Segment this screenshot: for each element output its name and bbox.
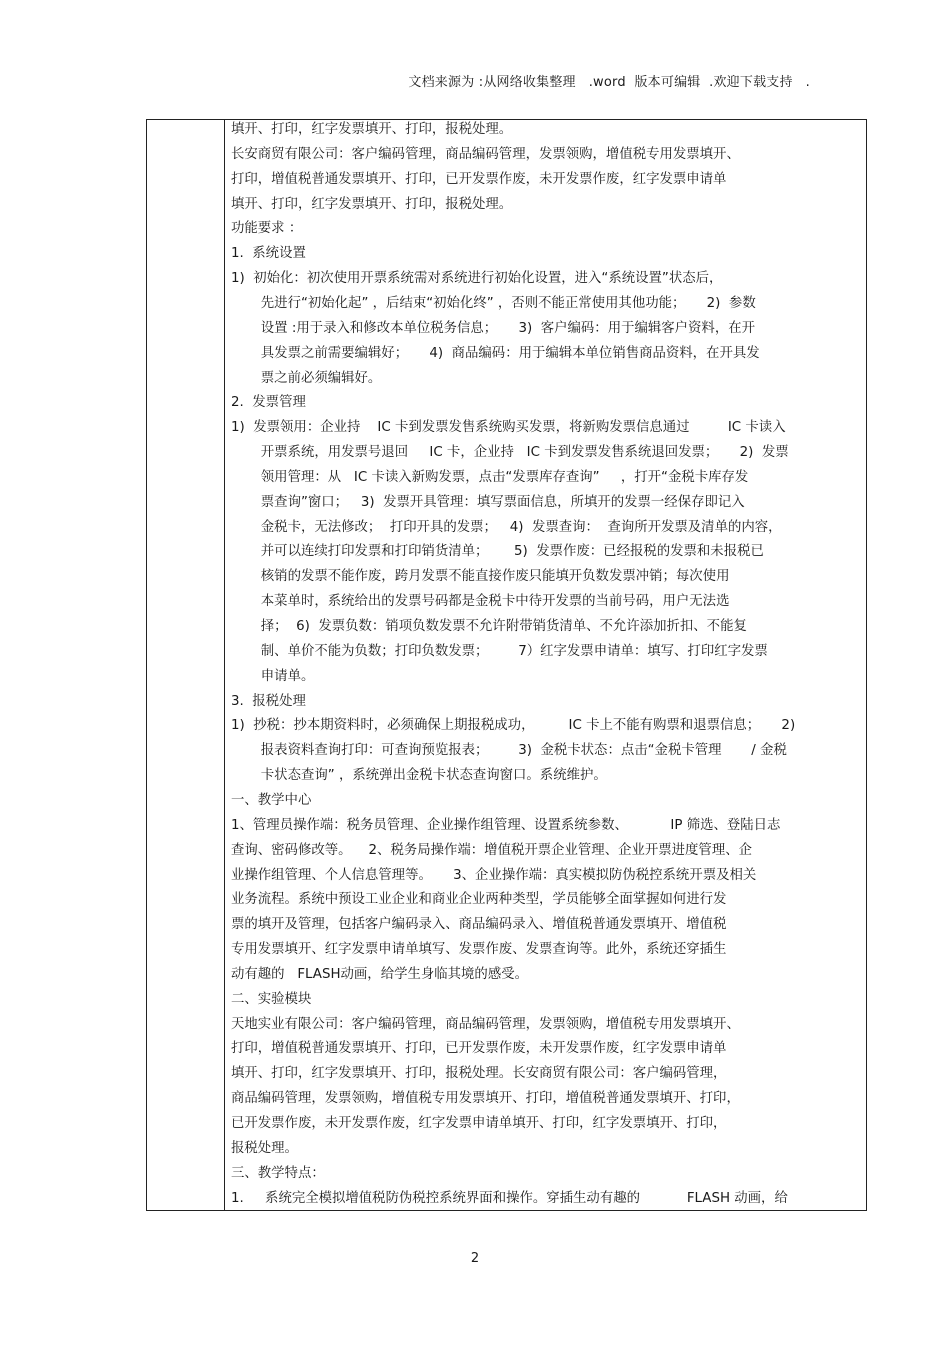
column-divider: [224, 120, 225, 1210]
text-line: 填开、打印，红字发票填开、打印，报税处理。: [231, 122, 513, 137]
text-line: 票的填开及管理，包括客户编码录入、商品编码录入、增值税普通发票填开、增值税: [231, 917, 727, 933]
text-line: 1) 抄税：抄本期资料时，必须确保上期报税成功， IC 卡上不能有购票和退票信息； 2): [231, 718, 796, 734]
text-line: 1. 系统设置: [231, 246, 306, 262]
text-line: 查询、密码修改等。 2、税务局操作端：增值税开票企业管理、企业开票进度管理、企: [231, 842, 752, 858]
text-line: 2. 发票管理: [231, 395, 306, 411]
text-line: 金税卡，无法修改； 打印开具的发票； 4) 发票查询： 查询所开发票及清单的内容，: [231, 519, 782, 535]
text-line: 打印，增值税普通发票填开、打印，已开发票作废，未开发票作废，红字发票申请单: [231, 1041, 727, 1057]
text-line: 1、管理员操作端：税务员管理、企业操作组管理、设置系统参数、 IP 筛选、登陆日志: [231, 817, 781, 833]
text-line: 设置 :用于录入和修改本单位税务信息； 3) 客户编码：用于编辑客户资料，在开: [231, 320, 755, 336]
text-line: 填开、打印，红字发票填开、打印，报税处理。长安商贸有限公司：客户编码管理，: [231, 1066, 727, 1082]
text-line: 填开、打印，红字发票填开、打印，报税处理。: [231, 196, 513, 212]
text-line: 票查询”窗口； 3) 发票开具管理：填写票面信息，所填开的发票一经保存即记入: [231, 494, 745, 510]
text-line: 开票系统，用发票号退回 IC 卡，企业持 IC 卡到发票发售系统退回发票； 2) 发票: [231, 445, 789, 461]
text-line: 业操作组管理、个人信息管理等。 3、企业操作端：真实模拟防伪税控系统开票及相关: [231, 867, 757, 883]
text-line: 三、教学特点：: [231, 1165, 325, 1181]
text-line: 二、实验模块: [231, 991, 312, 1007]
text-line: 已开发票作废，未开发票作废，红字发票申请单填开、打印，红字发票填开、打印，: [231, 1116, 727, 1131]
content-table: [146, 119, 867, 1211]
text-line: 先进行“初始化起” ，后结束“初始化终” ，否则不能正常使用其他功能； 2) 参数: [231, 295, 756, 311]
text-line: 并可以连续打印发票和打印销货清单； 5) 发票作废：已经报税的发票和未报税已: [231, 544, 764, 560]
text-line: 领用管理：从 IC 卡读入新购发票，点击“发票库存查询” ，打开“金税卡库存发: [231, 469, 749, 485]
text-line: 动有趣的 FLASH动画，给学生身临其境的感受。: [231, 966, 528, 982]
text-line: 核销的发票不能作废，跨月发票不能直接作废只能填开负数发票冲销；每次使用: [231, 569, 730, 585]
text-line: 业务流程。系统中预设工业企业和商业企业两种类型，学员能够全面掌握如何进行发: [231, 892, 727, 908]
text-line: 1. 系统完全模拟增值税防伪税控系统界面和操作。穿插生动有趣的 FLASH 动画，给: [231, 1190, 788, 1206]
text-line: 票之前必须编辑好。: [231, 370, 382, 386]
page-number: 2: [470, 1251, 480, 1266]
text-line: 一、教学中心: [231, 792, 312, 808]
text-line: 报税处理。: [231, 1140, 298, 1156]
text-line: 申请单。: [231, 668, 315, 684]
text-line: 商品编码管理，发票领购，增值税专用发票填开、打印，增值税普通发票填开、打印，: [231, 1091, 740, 1107]
text-line: 1) 初始化：初次使用开票系统需对系统进行初始化设置，进入“系统设置”状态后，: [231, 271, 723, 287]
text-line: 长安商贸有限公司：客户编码管理，商品编码管理，发票领购，增值税专用发票填开、: [231, 146, 740, 162]
text-line: 1) 发票领用：企业持 IC 卡到发票发售系统购买发票，将新购发票信息通过 IC 卡读入: [231, 420, 786, 436]
text-line: 天地实业有限公司：客户编码管理，商品编码管理，发票领购，增值税专用发票填开、: [231, 1016, 740, 1032]
text-line: 3. 报税处理: [231, 693, 306, 709]
text-line: 功能要求 ：: [231, 221, 303, 237]
page-header: 文档来源为 :从网络收集整理 .word 版本可编辑 .欢迎下载支持 .: [408, 75, 810, 90]
text-line: 本菜单时，系统给出的发票号码都是金税卡中待开发票的当前号码，用户无法选: [231, 594, 730, 610]
text-line: 报表资料查询打印：可查询预览报表； 3) 金税卡状态：点击“金税卡管理 / 金税: [231, 743, 787, 759]
text-line: 制、单价不能为负数；打印负数发票； 7）红字发票申请单：填写、打印红字发票: [231, 643, 768, 659]
text-line: 卡状态查询” ，系统弹出金税卡状态查询窗口。系统维护。: [231, 768, 607, 784]
text-line: 具发票之前需要编辑好； 4) 商品编码：用于编辑本单位销售商品资料，在开具发: [231, 345, 760, 361]
text-line: 专用发票填开、红字发票申请单填写、发票作废、发票查询等。此外，系统还穿插生: [231, 942, 727, 958]
text-line: 择； 6) 发票负数：销项负数发票不允许附带销货清单、不允许添加折扣、不能复: [231, 619, 747, 634]
text-line: 打印，增值税普通发票填开、打印，已开发票作废，未开发票作废，红字发票申请单: [231, 171, 727, 187]
